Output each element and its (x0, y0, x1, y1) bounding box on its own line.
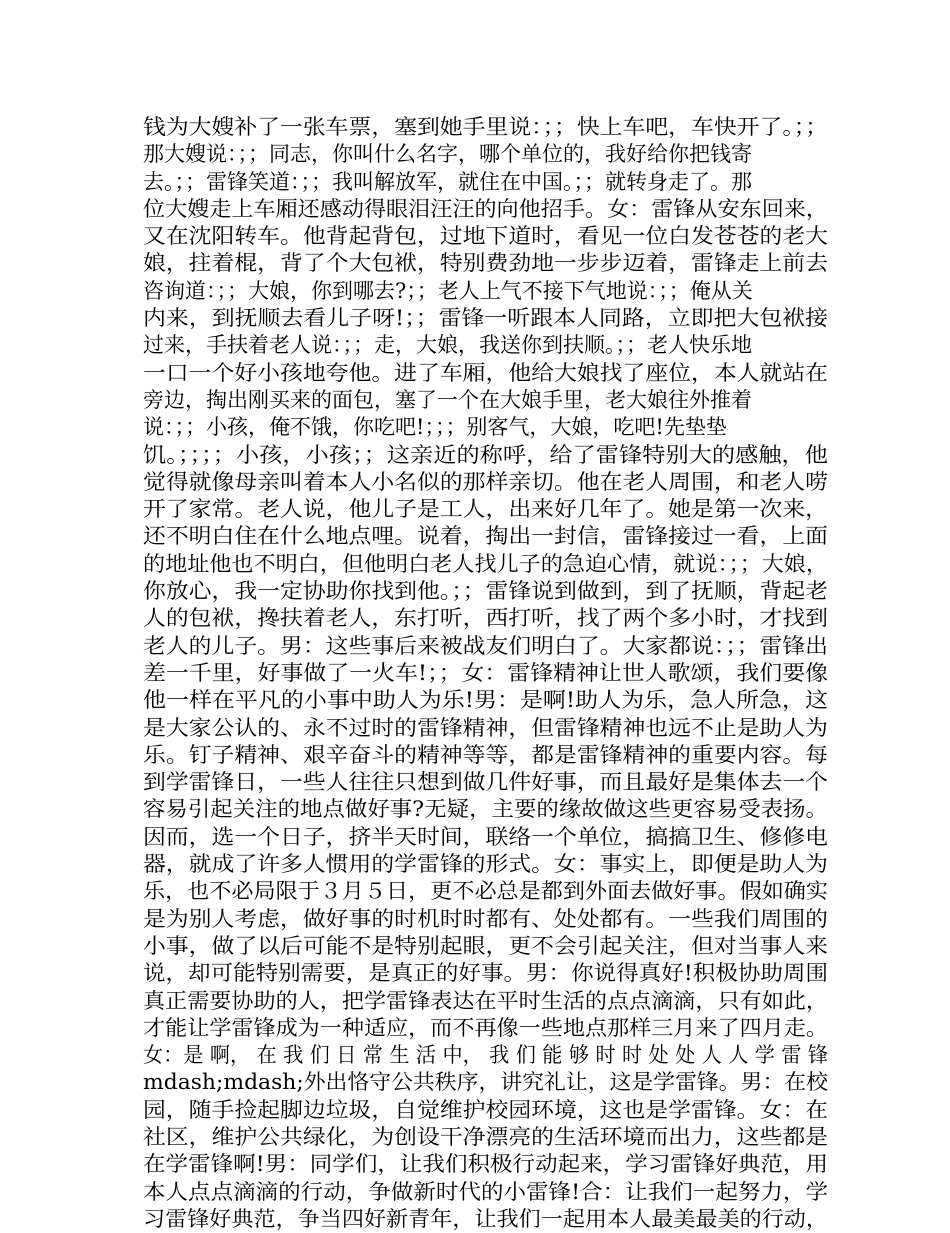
text-line: 旁边，掏出刚买来的面包，塞了一个在大娘手里，老大娘往外推着 (143, 387, 752, 412)
text-line: 容易引起关注的地点做好事?无疑，主要的缘故做这些更容易受表扬。 (143, 797, 828, 822)
text-line: 一口一个好小孩地夸他。进了车厢，他给大娘找了座位，本人就站在 (143, 360, 828, 385)
text-line: 器，就成了许多人惯用的学雷锋的形式。女：事实上，即便是助人为 (143, 852, 828, 877)
document-text-block (143, 114, 828, 1233)
text-line: 钱为大嫂补了一张车票，塞到她手里说：；；快上车吧，车快开了。；； (143, 115, 828, 139)
text-line: 人的包袱，搀扶着老人，东打听，西打听，找了两个多小时，才找到 (143, 606, 828, 631)
text-line: 的地址他也不明白，但他明白老人找儿子的急迫心情，就说：；；大娘， (143, 551, 828, 576)
text-line: 因而，选一个日子，挤半天时间，联络一个单位，搞搞卫生、修修电 (143, 824, 828, 849)
text-line: 咨询道：；；大娘，你到哪去?；；老人上气不接下气地说：；；俺从关 (143, 278, 753, 303)
text-line: 觉得就像母亲叫着本人小名似的那样亲切。他在老人周围，和老人唠 (143, 469, 828, 494)
text-line: 园，随手捡起脚边垃圾，自觉维护校园环境，这也是学雷锋。女：在 (143, 1097, 828, 1122)
text-line: 是大家公认的、永不过时的雷锋精神，但雷锋精神也远不止是助人为 (143, 715, 828, 740)
text-line: 那大嫂说：；；同志，你叫什么名字，哪个单位的，我好给你把钱寄 (143, 142, 752, 167)
text-line: 习雷锋好典范，争当四好新青年，让我们一起用本人最美最美的行动， (143, 1206, 828, 1231)
text-line: 在学雷锋啊!男：同学们，让我们积极行动起来，学习雷锋好典范，用 (143, 1152, 828, 1177)
text-line: 开了家常。老人说，他儿子是工人，出来好几年了。她是第一次来， (143, 497, 828, 522)
text-line: 女：是 啊， 在 我 们 日 常 生 活 中， 我 们 能 够 时 时 处 处 人 人 学 雷 锋 (143, 1043, 829, 1068)
text-line: 乐，也不必局限于３月５日，更不必总是都到外面去做好事。假如确实 (143, 879, 828, 904)
text-line: 才能让学雷锋成为一种适应，而不再像一些地点那样三月来了四月走。 (143, 1015, 828, 1040)
text-line: 过来，手扶着老人说：；；走，大娘，我送你到扶顺。；；老人快乐地 (143, 333, 752, 358)
text-line: 真正需要协助的人，把学雷锋表达在平时生活的点点滴滴，只有如此， (143, 988, 828, 1013)
text-line: 乐。钉子精神、艰辛奋斗的精神等等，都是雷锋精神的重要内容。每 (143, 742, 828, 767)
text-line: 去。；；雷锋笑道：；；我叫解放军，就住在中国。；；就转身走了。那 (143, 169, 752, 194)
text-line: 到学雷锋日，一些人往往只想到做几件好事，而且最好是集体去一个 (143, 770, 828, 795)
text-line: 还不明白住在什么地点哩。说着，掏出一封信，雷锋接过一看，上面 (143, 524, 828, 549)
text-line: 小事，做了以后可能不是特别起眼，更不会引起关注，但对当事人来 (143, 933, 828, 958)
text-line: 差一千里，好事做了一火车!；；女：雷锋精神让世人歌颂，我们要像 (143, 660, 829, 685)
text-line: 你放心，我一定协助你找到他。；；雷锋说到做到，到了抚顺，背起老 (143, 579, 828, 604)
text-line: mdash;mdash;外出恪守公共秩序，讲究礼让，这是学雷锋。男：在校 (143, 1070, 828, 1095)
text-line: 说，却可能特别需要，是真正的好事。男：你说得真好!积极协助周围 (143, 961, 828, 986)
text-line: 饥。；；；；小孩，小孩；；这亲近的称呼，给了雷锋特别大的感触，他 (143, 442, 828, 467)
text-line: 他一样在平凡的小事中助人为乐!男：是啊!助人为乐，急人所急，这 (143, 688, 828, 713)
text-line: 说：；；小孩，俺不饿，你吃吧!；；；别客气，大娘，吃吧!先垫垫 (143, 415, 727, 440)
text-line: 社区，维护公共绿化，为创设干净漂亮的生活环境而出力，这些都是 (143, 1124, 828, 1149)
text-line: 是为别人考虑，做好事的时机时时都有、处处都有。一些我们周围的 (143, 906, 828, 931)
text-line: 内来，到抚顺去看儿子呀!；；雷锋一听跟本人同路，立即把大包袱接 (143, 306, 829, 331)
text-line: 娘，拄着棍，背了个大包袱，特别费劲地一步步迈着，雷锋走上前去 (143, 251, 828, 276)
text-line: 老人的儿子。男：这些事后来被战友们明白了。大家都说：；；雷锋出 (143, 633, 828, 658)
text-line: 又在沈阳转车。他背起背包，过地下道时，看见一位白发苍苍的老大 (143, 224, 828, 249)
text-line: 本人点点滴滴的行动，争做新时代的小雷锋!合：让我们一起努力，学 (143, 1179, 828, 1204)
text-line: 位大嫂走上车厢还感动得眼泪汪汪的向他招手。女：雷锋从安东回来， (143, 196, 828, 221)
